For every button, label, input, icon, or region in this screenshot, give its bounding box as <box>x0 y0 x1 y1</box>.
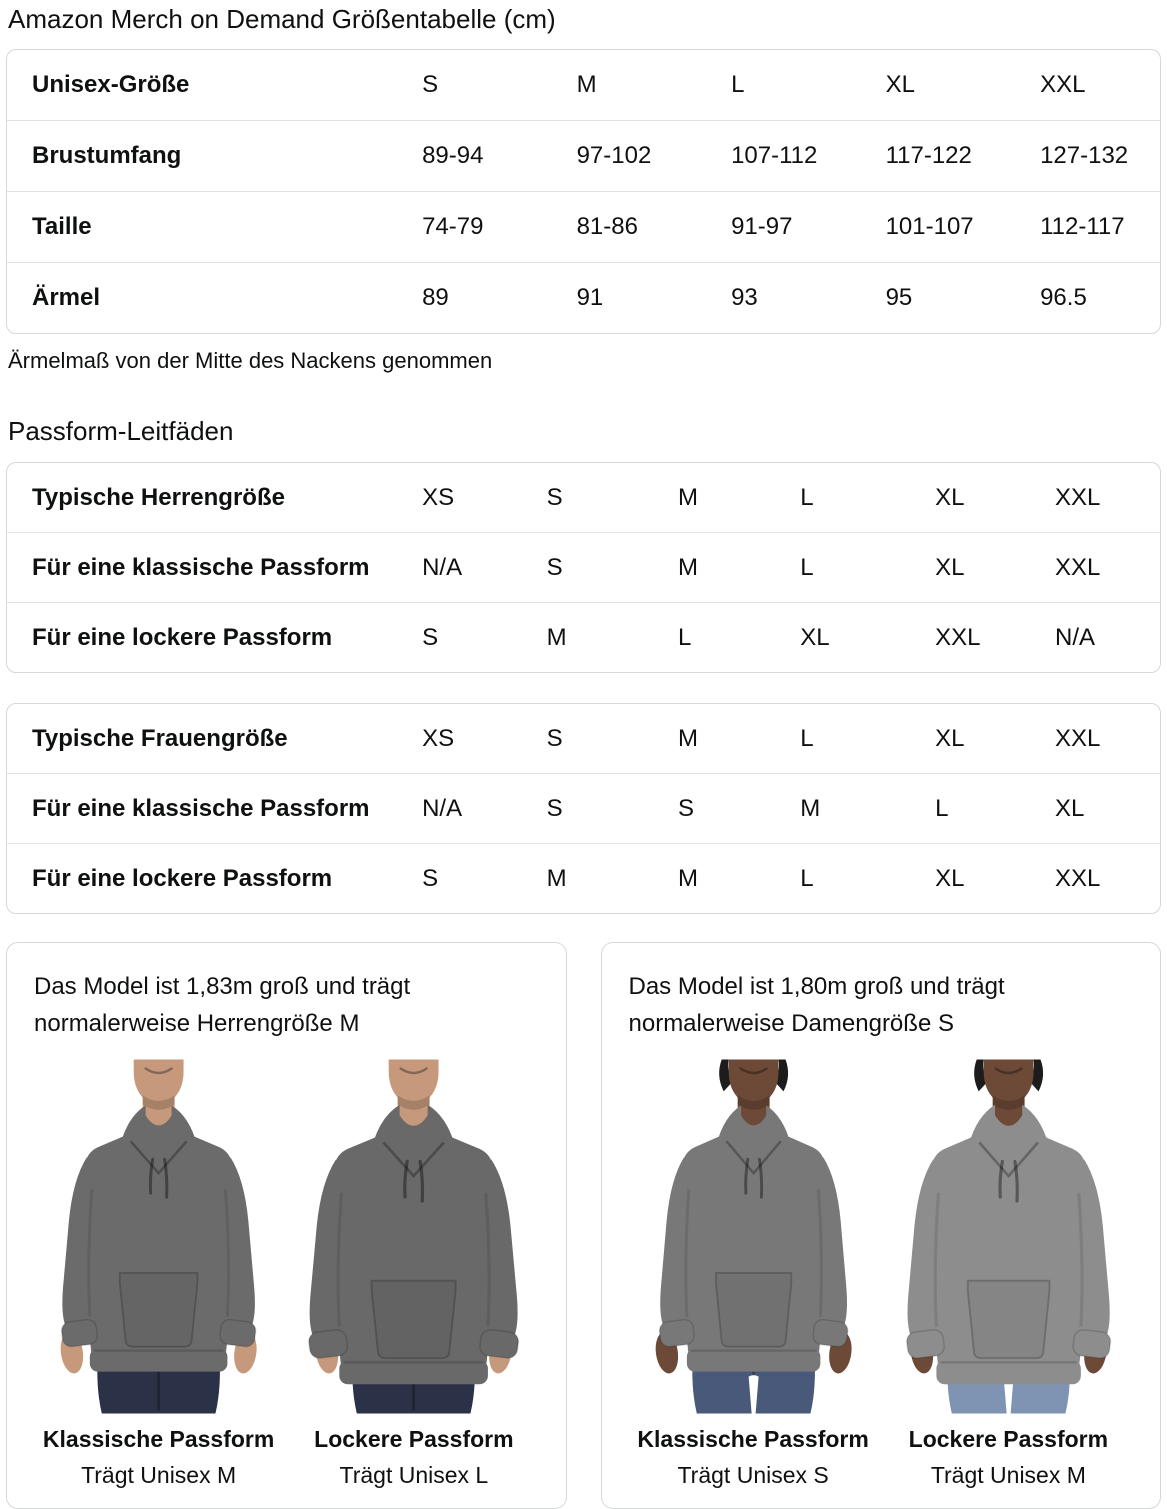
table-row <box>7 191 1160 262</box>
measure-cell: 74-79 <box>422 213 484 240</box>
row-label: Unisex-Größe <box>32 71 190 98</box>
size-cell: S <box>546 483 563 511</box>
model-photo-man-classic <box>34 1059 283 1414</box>
card-description: Das Model ist 1,80m groß und trägt normalerweise Damengröße S <box>628 973 1005 1037</box>
size-cell: L <box>800 724 814 752</box>
photo-caption <box>629 1424 878 1490</box>
size-cell: L <box>800 864 814 892</box>
table-row <box>7 704 1160 773</box>
photo-caption <box>884 1424 1133 1490</box>
measure-cell: 117-122 <box>885 142 972 169</box>
row-label: Ärmel <box>32 284 101 311</box>
table-row <box>7 773 1160 843</box>
measure-cell: 112-117 <box>1040 213 1125 240</box>
row-label: Brustumfang <box>32 142 182 169</box>
table-row <box>7 602 1160 672</box>
size-cell: L <box>731 71 745 98</box>
size-cell: M <box>678 724 699 752</box>
measure-cell: 101-107 <box>885 213 974 240</box>
size-cell: XL <box>935 553 965 581</box>
caption-size-label: Trägt Unisex S <box>677 1462 829 1488</box>
measure-cell: 89 <box>422 284 449 311</box>
size-cell: L <box>935 794 949 822</box>
model-photo-woman-loose <box>884 1059 1133 1414</box>
sleeve-measure-note: Ärmelmaß von der Mitte des Nackens genommen <box>8 348 493 373</box>
size-cell: M <box>678 553 699 581</box>
caption-size-label: Trägt Unisex M <box>81 1462 237 1488</box>
size-cell: S <box>546 553 563 581</box>
size-chart-page <box>0 3 1167 1509</box>
caption-size-label: Trägt Unisex M <box>930 1462 1086 1488</box>
caption-fit-label: Klassische Passform <box>637 1426 869 1452</box>
size-cell: M <box>576 71 597 98</box>
measure-cell: 81-86 <box>576 213 638 240</box>
size-cell: N/A <box>422 553 463 581</box>
photo-row <box>34 1059 539 1490</box>
size-cell: XXL <box>1055 483 1101 511</box>
table-row <box>7 463 1160 532</box>
measure-cell: 97-102 <box>576 142 652 169</box>
size-cell: XXL <box>1055 864 1101 892</box>
size-cell: XL <box>800 623 830 651</box>
measure-cell: 91 <box>576 284 604 311</box>
fit-guides-title: Passform-Leitfäden <box>8 416 234 446</box>
size-cell: XL <box>885 71 915 98</box>
row-label: Typische Herrengröße <box>32 483 285 511</box>
photo-row <box>629 1059 1134 1490</box>
model-photo-man-loose <box>289 1059 538 1414</box>
caption-fit-label: Lockere Passform <box>908 1426 1109 1452</box>
size-cell: XS <box>422 724 455 752</box>
table-row <box>7 50 1160 120</box>
size-cell: S <box>422 864 439 892</box>
size-cell: L <box>800 483 814 511</box>
size-cell: XS <box>422 483 455 511</box>
size-cell: S <box>678 794 695 822</box>
fit-table-women <box>6 703 1161 914</box>
model-cards <box>6 942 1161 1509</box>
measure-cell: 95 <box>885 284 913 311</box>
photo-loose-fit <box>884 1059 1133 1490</box>
table-row <box>7 843 1160 913</box>
size-cell: S <box>422 623 439 651</box>
model-card-women <box>601 942 1162 1509</box>
size-cell: N/A <box>1055 623 1096 651</box>
row-label: Taille <box>32 213 92 240</box>
size-cell: M <box>678 483 699 511</box>
photo-loose-fit <box>289 1059 538 1490</box>
measure-cell: 93 <box>731 284 758 311</box>
size-cell: S <box>546 724 563 752</box>
size-cell: M <box>546 623 567 651</box>
size-cell: XXL <box>1040 71 1086 98</box>
measure-cell: 96.5 <box>1040 284 1087 311</box>
size-cell: M <box>546 864 567 892</box>
caption-fit-label: Klassische Passform <box>42 1426 275 1452</box>
table-row <box>7 120 1160 191</box>
size-cell: S <box>546 794 563 822</box>
size-cell: XXL <box>1055 724 1101 752</box>
table-row <box>7 532 1160 602</box>
measure-cell: 107-112 <box>731 142 818 169</box>
row-label: Für eine klassische Passform <box>32 553 370 581</box>
table-row <box>7 262 1160 333</box>
card-description: Das Model ist 1,83m groß und trägt normalerweise Herrengröße M <box>34 973 411 1037</box>
row-label: Typische Frauengröße <box>32 724 288 752</box>
photo-caption <box>289 1424 538 1490</box>
page-title: Amazon Merch on Demand Größentabelle (cm) <box>8 4 556 34</box>
fit-table-men <box>6 462 1161 673</box>
size-cell: S <box>422 71 439 98</box>
size-cell: XL <box>1055 794 1085 822</box>
measure-cell: 127-132 <box>1040 142 1129 169</box>
unisex-size-table <box>6 49 1161 334</box>
measure-cell: 89-94 <box>422 142 484 169</box>
caption-size-label: Trägt Unisex L <box>339 1462 489 1488</box>
size-cell: XL <box>935 724 965 752</box>
size-cell: XL <box>935 864 965 892</box>
model-card-men <box>6 942 567 1509</box>
size-cell: XL <box>935 483 965 511</box>
model-photo-woman-classic <box>629 1059 878 1414</box>
row-label: Für eine lockere Passform <box>32 623 333 651</box>
row-label: Für eine lockere Passform <box>32 864 333 892</box>
size-cell: L <box>800 553 814 581</box>
row-label: Für eine klassische Passform <box>32 794 370 822</box>
photo-classic-fit <box>629 1059 878 1490</box>
size-cell: XXL <box>1055 553 1101 581</box>
size-cell: L <box>678 623 692 651</box>
photo-classic-fit <box>34 1059 283 1490</box>
caption-fit-label: Lockere Passform <box>314 1426 514 1452</box>
size-cell: M <box>678 864 699 892</box>
size-cell: M <box>800 794 821 822</box>
photo-caption <box>34 1424 283 1490</box>
measure-cell: 91-97 <box>731 213 793 240</box>
size-cell: XXL <box>935 623 981 651</box>
size-cell: N/A <box>422 794 463 822</box>
